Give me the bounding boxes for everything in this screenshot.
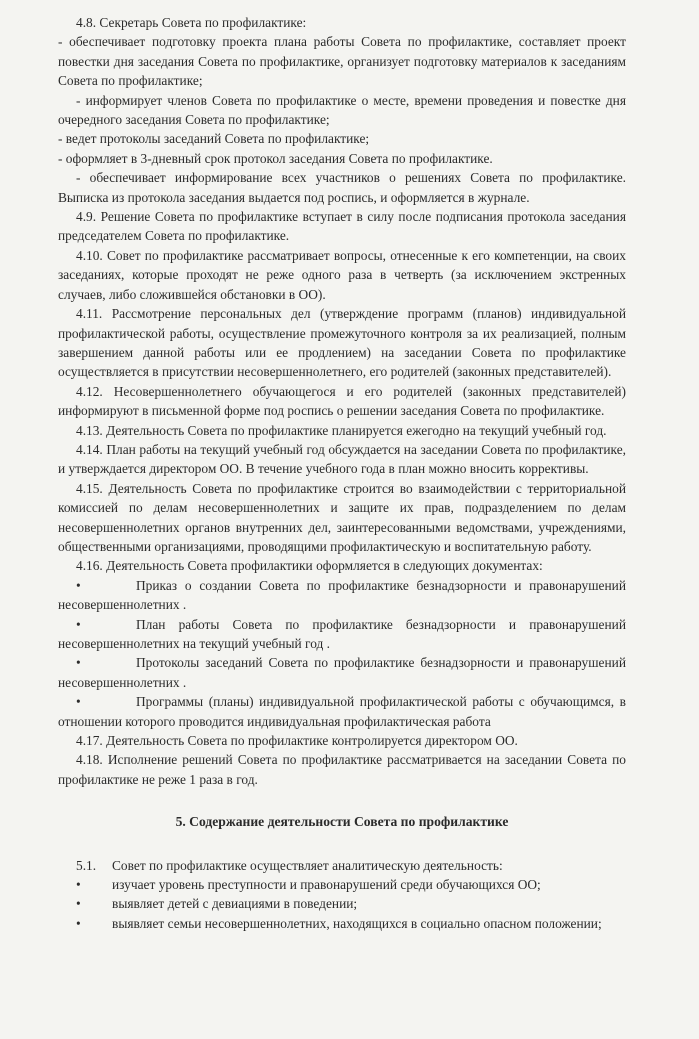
paragraph-4-16-head: 4.16. Деятельность Совета профилактики оформляется в следующих документах: <box>76 558 543 574</box>
list-item <box>58 875 626 894</box>
paragraph-4-18: 4.18. Исполнение решений Совета по профилактике рассматривается на заседании Совета по профилактике не реже 1 раза в год. <box>58 752 626 787</box>
paragraph-number: 5.1. <box>76 857 97 873</box>
section-5-title: 5. Содержание деятельности Совета по профилактике <box>175 814 509 830</box>
document-list-item <box>58 576 626 615</box>
list-item <box>58 894 626 913</box>
bullet-marker: • <box>76 694 81 710</box>
paragraph-4-8-item: - обеспечивает информирование всех участников о решениях Совета по профилактике. Выписка из протокола заседания выдается под роспись, и оформляется в журнале. <box>58 170 626 205</box>
paragraph-4-17: 4.17. Деятельность Совета по профилактике контролируется директором ОО. <box>76 733 518 749</box>
paragraph-4-13: 4.13. Деятельность Совета по профилактике планируется ежегодно на текущий учебный год. <box>76 422 607 438</box>
paragraph-4-8-item: - информирует членов Совета по профилактике о месте, времени проведения и повестке дня очередного заседания Совета по профилактике; <box>58 92 626 128</box>
bullet-marker: • <box>76 915 81 931</box>
paragraph-4-14: 4.14. План работы на текущий учебный год обсуждается на заседании Совета по профилактике, и утверждается директором ОО. В течение учебного года в план можно вносить коррективы. <box>58 441 626 477</box>
paragraph-4-8-item: - обеспечивает подготовку проекта плана работы Совета по профилактике, составляет проект повестки дня заседания Совета по профилактике, организует подготовку материалов к заседаниям Совета по профилактике; <box>58 34 626 89</box>
document-list-text: План работы Совета по профилактике безнадзорности и правонарушений несовершеннолетних на текущий учебный год . <box>58 616 626 651</box>
bullet-marker: • <box>76 896 81 912</box>
paragraph-4-15: 4.15. Деятельность Совета по профилактике строится во взаимодействии с территориальной комиссией по делам несовершеннолетних и защите их прав, подразделением по делам несовершеннолетних органов внутренних дел, заинтересованными ведомствами, учреждениями, общественными организациями, проводящими профилактическую и воспитательную работу. <box>58 480 626 554</box>
paragraph-text: Совет по профилактике осуществляет аналитическую деятельность: <box>112 857 503 873</box>
document-list-item <box>58 692 626 731</box>
list-item <box>58 914 626 933</box>
bullet-marker: • <box>76 616 81 632</box>
document-list-text: Приказ о создании Совета по профилактике безнадзорности и правонарушений несовершеннолетних . <box>58 577 626 613</box>
list-item-text: изучает уровень преступности и правонарушений среди обучающихся ОО; <box>112 877 541 893</box>
bullet-marker: • <box>76 577 81 593</box>
paragraph-4-8-head: 4.8. Секретарь Совета по профилактике: <box>76 15 307 30</box>
paragraph-4-9: 4.9. Решение Совета по профилактике вступает в силу после подписания протокола заседания председателем Совета по профилактике. <box>58 209 626 244</box>
paragraph-4-10: 4.10. Совет по профилактике рассматривает вопросы, отнесенные к его компетенции, на своих заседаниях, которые проходят не реже одного раза в четверть (за исключением экстренных случаев, либо сложившейся обстановки в ОО). <box>58 247 626 302</box>
list-item-text: выявляет детей с девиациями в поведении; <box>112 896 358 912</box>
bullet-marker: • <box>76 877 81 893</box>
paragraph-4-8-item: - оформляет в 3-дневный срок протокол заседания Совета по профилактике. <box>58 150 493 166</box>
paragraph-5-1 <box>58 856 626 875</box>
list-item-text: выявляет семьи несовершеннолетних, находящихся в социально опасном положении; <box>112 915 602 931</box>
document-list-item <box>58 653 626 692</box>
paragraph-4-11: 4.11. Рассмотрение персональных дел (утверждение программ (планов) индивидуальной профилактической работы, осуществление промежуточного контроля за их реализацией, полным завершением данной работы или ее продлением) на заседании Совета по профилактике осуществляется в присутствии несовершеннолетнего, его родителей (законных представителей). <box>58 306 626 380</box>
paragraph-4-8-item: - ведет протоколы заседаний Совета по профилактике; <box>58 131 370 147</box>
paragraph-4-12: 4.12. Несовершеннолетнего обучающегося и его родителей (законных представителей) информируют в письменной форме под роспись о решении заседания Совета по профилактике. <box>58 383 626 419</box>
document-list-text: Протоколы заседаний Совета по профилактике безнадзорности и правонарушений несовершеннолетних . <box>58 655 626 690</box>
document-list-item <box>58 615 626 654</box>
document-list-text: Программы (планы) индивидуальной профилактической работы с обучающимся, в отношении которого проводится индивидуальная профилактическая работа <box>58 694 626 729</box>
bullet-marker: • <box>76 655 81 671</box>
